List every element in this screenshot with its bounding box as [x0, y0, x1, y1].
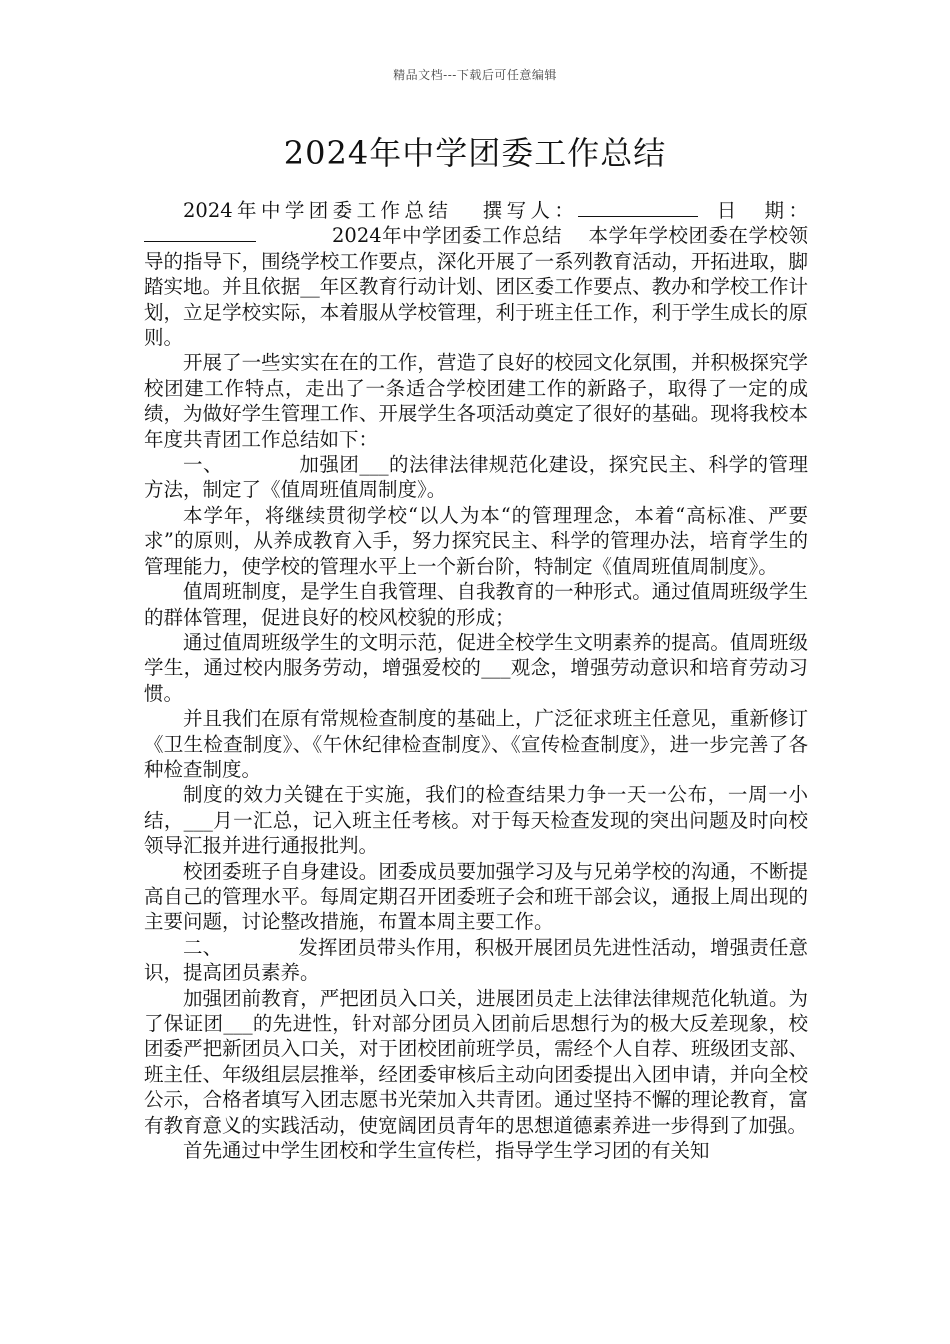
section-number-2: 二、 [183, 935, 223, 959]
writer-blank [578, 198, 698, 217]
paragraph-9: 加强团前教育，严把团员入口关，进展团员走上法律法律规范化轨道。为了保证团___的先进性，针对部分团员入团前后思想行为的极大反差现象，校团委严把新团员入口关，对于团校团前班学员，需经个人自荐、班级团支部、班主任、年级组层层推举，经团委审核后主动向团委提出入团申请，并向全校公示，合格者填写入团志愿书光荣加入共青团。通过坚持不懈的理论教育，富有教育意义的实践活动，使宽阔团员青年的思想道德素养进一步得到了加强。 [144, 986, 808, 1137]
section-number-1: 一、 [183, 453, 223, 477]
paragraph-6: 并且我们在原有常规检查制度的基础上，广泛征求班主任意见，重新修订《卫生检查制度》、《午休纪律检查制度》、《宣传检查制度》，进一步完善了各种检查制度。 [144, 707, 808, 781]
date-label: 日 期： [712, 199, 808, 222]
paragraph-4: 值周班制度，是学生自我管理、自我教育的一种形式。通过值周班级学生的群体管理，促进良好的校风校貌的形成； [144, 580, 808, 629]
paragraph-5: 通过值周班级学生的文明示范，促进全校学生文明素养的提高。值周班级学生，通过校内服务劳动，增强爱校的___观念，增强劳动意识和培育劳动习惯。 [144, 630, 808, 705]
meta-title: 2024年中学团委工作总结 [183, 199, 453, 222]
paragraph-1: 本学年学校团委在学校领导的指导下，围绕学校工作要点，深化开展了一系列教育活动，开拓进取，脚踏实地。并且依据__年区教育行动计划、团区委工作要点、教办和学校工作计划，立足学校实际，本着服从学校管理，利于班主任工作，利于学生成长的原则。 [144, 224, 808, 350]
paragraph-3: 本学年，将继续贯彻学校“以人为本“的管理理念，本着“高标准、严要求”的原则，从养成教育入手，努力探究民主、科学的管理办法，培育学生的管理能力，使学校的管理水平上一个新台阶，特制定《值周班值周制度》。 [144, 503, 808, 578]
paragraph-10: 首先通过中学生团校和学生宣传栏，指导学生学习团的有关知 [183, 1139, 710, 1163]
document-title: 2024年中学团委工作总结 [283, 134, 667, 172]
intro-title: 2024年中学团委工作总结 [332, 224, 563, 248]
writer-label: 撰写人： [478, 199, 579, 222]
meta-line [144, 198, 808, 350]
paragraph-7: 制度的效力关键在于实施，我们的检查结果力争一天一公布，一周一小结，___月一汇总，记入班主任考核。对于每天检查发现的突出问题及时向校领导汇报并进行通报批判。 [144, 783, 808, 858]
section-text-2: 发挥团员带头作用，积极开展团员先进性活动，增强责任意识，提高团员素养。 [144, 935, 808, 985]
page-header-note: 精品文档---下载后可任意编辑 [393, 68, 557, 82]
document-body [144, 198, 808, 1163]
section-text-1: 加强团___的法律法律规范化建设，探究民主、科学的管理方法，制定了《值周班值周制度》。 [144, 453, 808, 502]
paragraph-2: 开展了一些实实在在的工作，营造了良好的校园文化氛围，并积极探究学校团建工作特点，走出了一条适合学校团建工作的新路子，取得了一定的成绩，为做好学生管理工作、开展学生各项活动奠定了很好的基础。现将我校本年度共青团工作总结如下： [144, 351, 808, 451]
date-blank [144, 223, 256, 242]
section-heading-1 [144, 452, 808, 503]
paragraph-8: 校团委班子自身建设。团委成员要加强学习及与兄弟学校的沟通，不断提高自己的管理水平。每周定期召开团委班子会和班干部会议，通报上周出现的主要问题，讨论整改措施，布置本周主要工作。 [144, 859, 808, 934]
section-heading-2 [144, 935, 808, 986]
